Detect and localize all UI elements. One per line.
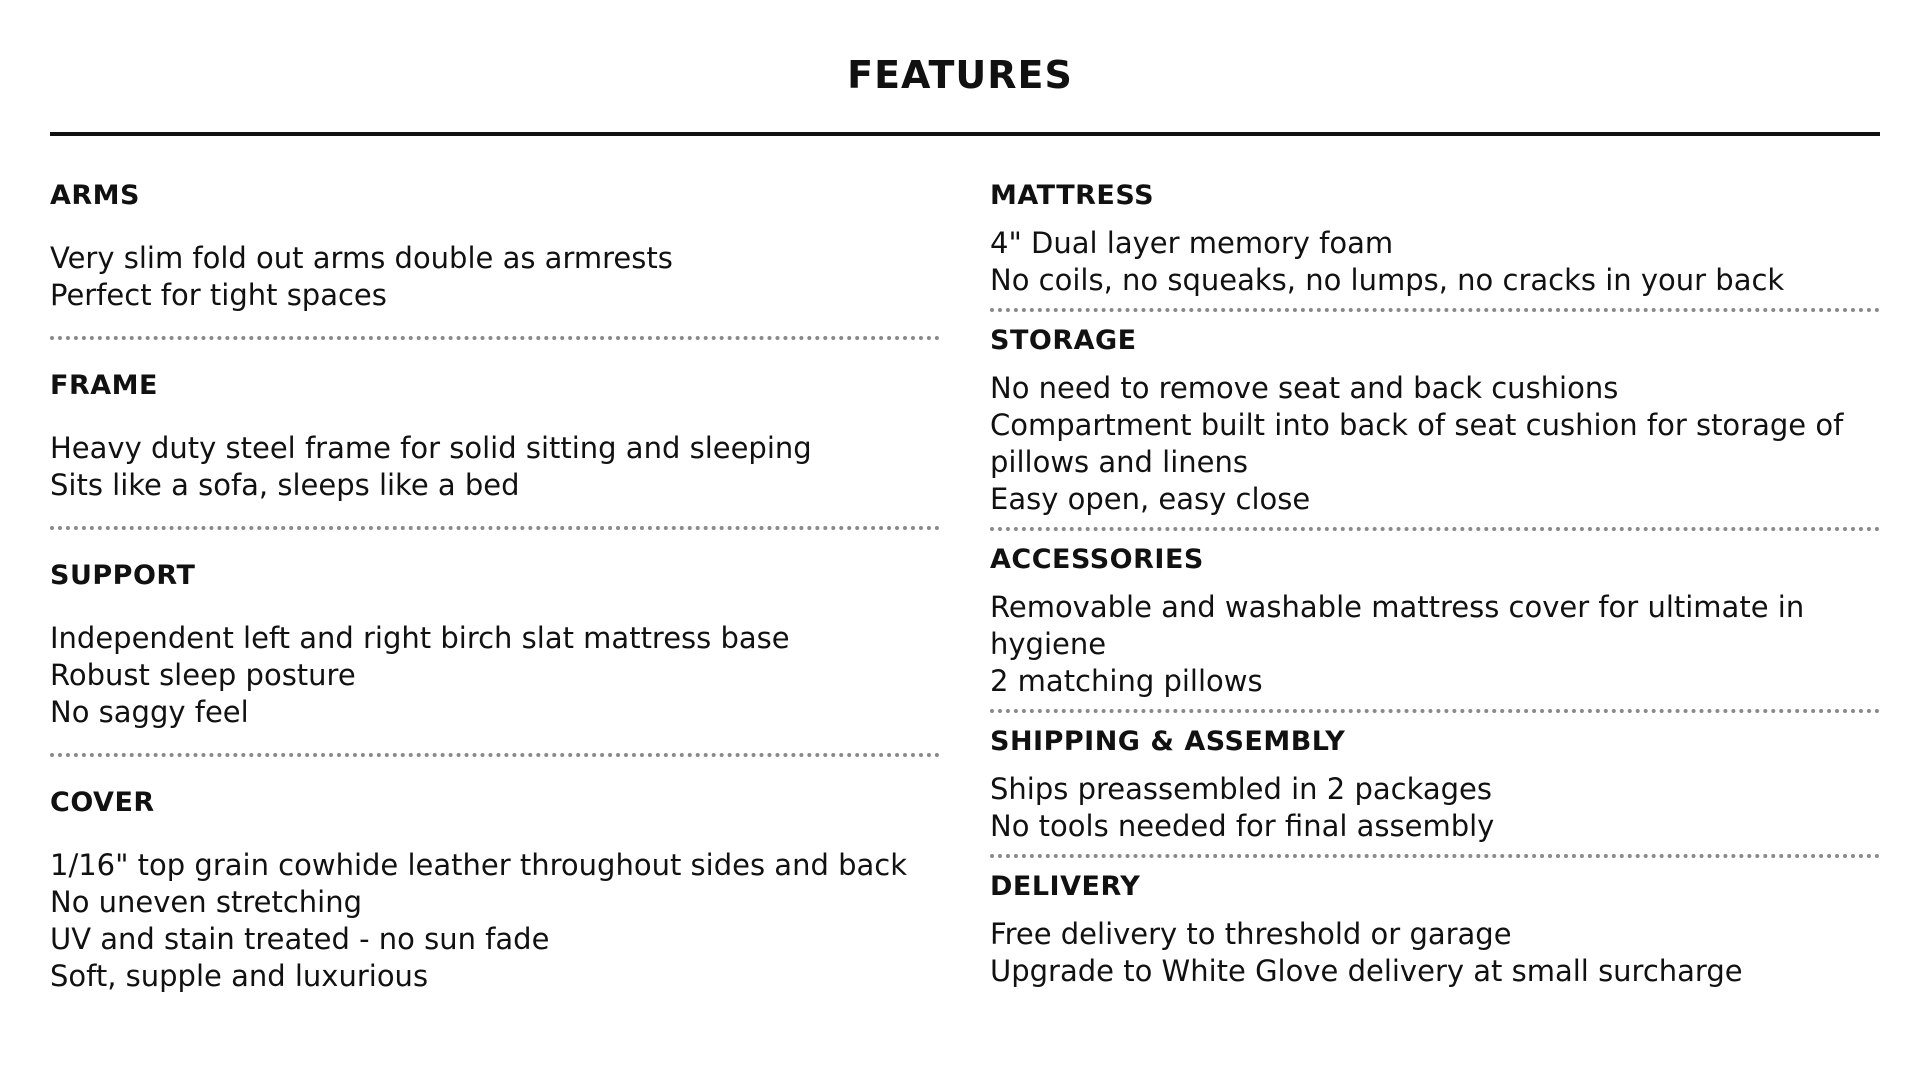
section-body	[990, 916, 1880, 990]
section-support	[50, 558, 940, 731]
page-title: FEATURES	[847, 53, 1073, 97]
feature-line: No uneven stretching	[50, 885, 363, 919]
section-frame	[50, 368, 940, 504]
section-title: SHIPPING & ASSEMBLY	[990, 726, 1346, 757]
dotted-divider	[990, 527, 1880, 531]
feature-line: Very slim fold out arms double as armrests	[50, 241, 673, 275]
feature-line: 1/16" top grain cowhide leather throughout sides and back	[50, 848, 907, 882]
feature-line: No tools needed for final assembly	[990, 809, 1495, 843]
feature-line: Upgrade to White Glove delivery at small surcharge	[990, 954, 1743, 988]
section-mattress	[990, 178, 1880, 299]
section-title: STORAGE	[990, 325, 1137, 356]
section-title: FRAME	[50, 370, 158, 401]
section-body	[50, 847, 940, 995]
section-delivery	[990, 869, 1880, 990]
section-body	[50, 430, 940, 504]
section-body	[990, 589, 1880, 700]
section-body	[990, 225, 1880, 299]
feature-line: Heavy duty steel frame for solid sitting and sleeping	[50, 431, 812, 465]
section-accessories	[990, 542, 1880, 700]
feature-line: Independent left and right birch slat mattress base	[50, 621, 790, 655]
section-storage	[990, 323, 1880, 518]
dotted-divider	[990, 308, 1880, 312]
feature-line: No saggy feel	[50, 695, 249, 729]
feature-line: hygiene	[990, 627, 1107, 661]
section-body	[990, 771, 1880, 845]
feature-line: No coils, no squeaks, no lumps, no cracks in your back	[990, 263, 1785, 297]
section-cover	[50, 785, 940, 995]
feature-line: Sits like a sofa, sleeps like a bed	[50, 468, 520, 502]
section-body	[990, 370, 1880, 518]
feature-line: Robust sleep posture	[50, 658, 356, 692]
section-body	[50, 620, 940, 731]
feature-line: Soft, supple and luxurious	[50, 959, 429, 993]
feature-line: Removable and washable mattress cover for ultimate in	[990, 590, 1805, 624]
feature-line: UV and stain treated - no sun fade	[50, 922, 550, 956]
section-title: ARMS	[50, 180, 141, 211]
section-title: DELIVERY	[990, 871, 1141, 902]
feature-line: Easy open, easy close	[990, 482, 1311, 516]
title-rule	[50, 132, 1880, 136]
feature-line: No need to remove seat and back cushions	[990, 371, 1619, 405]
dotted-divider	[990, 709, 1880, 713]
feature-line: Perfect for tight spaces	[50, 278, 387, 312]
feature-line: pillows and linens	[990, 445, 1248, 479]
section-shipping-assembly	[990, 724, 1880, 845]
section-arms	[50, 178, 940, 314]
dotted-divider	[50, 336, 940, 340]
section-title: SUPPORT	[50, 560, 196, 591]
section-title: COVER	[50, 787, 155, 818]
right-column	[990, 178, 1880, 990]
feature-line: Ships preassembled in 2 packages	[990, 772, 1492, 806]
section-title: ACCESSORIES	[990, 544, 1204, 575]
feature-line: 4" Dual layer memory foam	[990, 226, 1394, 260]
section-title: MATTRESS	[990, 180, 1155, 211]
dotted-divider	[50, 526, 940, 530]
feature-line: Compartment built into back of seat cushion for storage of	[990, 408, 1844, 442]
feature-line: 2 matching pillows	[990, 664, 1263, 698]
dotted-divider	[50, 753, 940, 757]
feature-line: Free delivery to threshold or garage	[990, 917, 1512, 951]
section-body	[50, 240, 940, 314]
dotted-divider	[990, 854, 1880, 858]
left-column	[50, 178, 940, 995]
